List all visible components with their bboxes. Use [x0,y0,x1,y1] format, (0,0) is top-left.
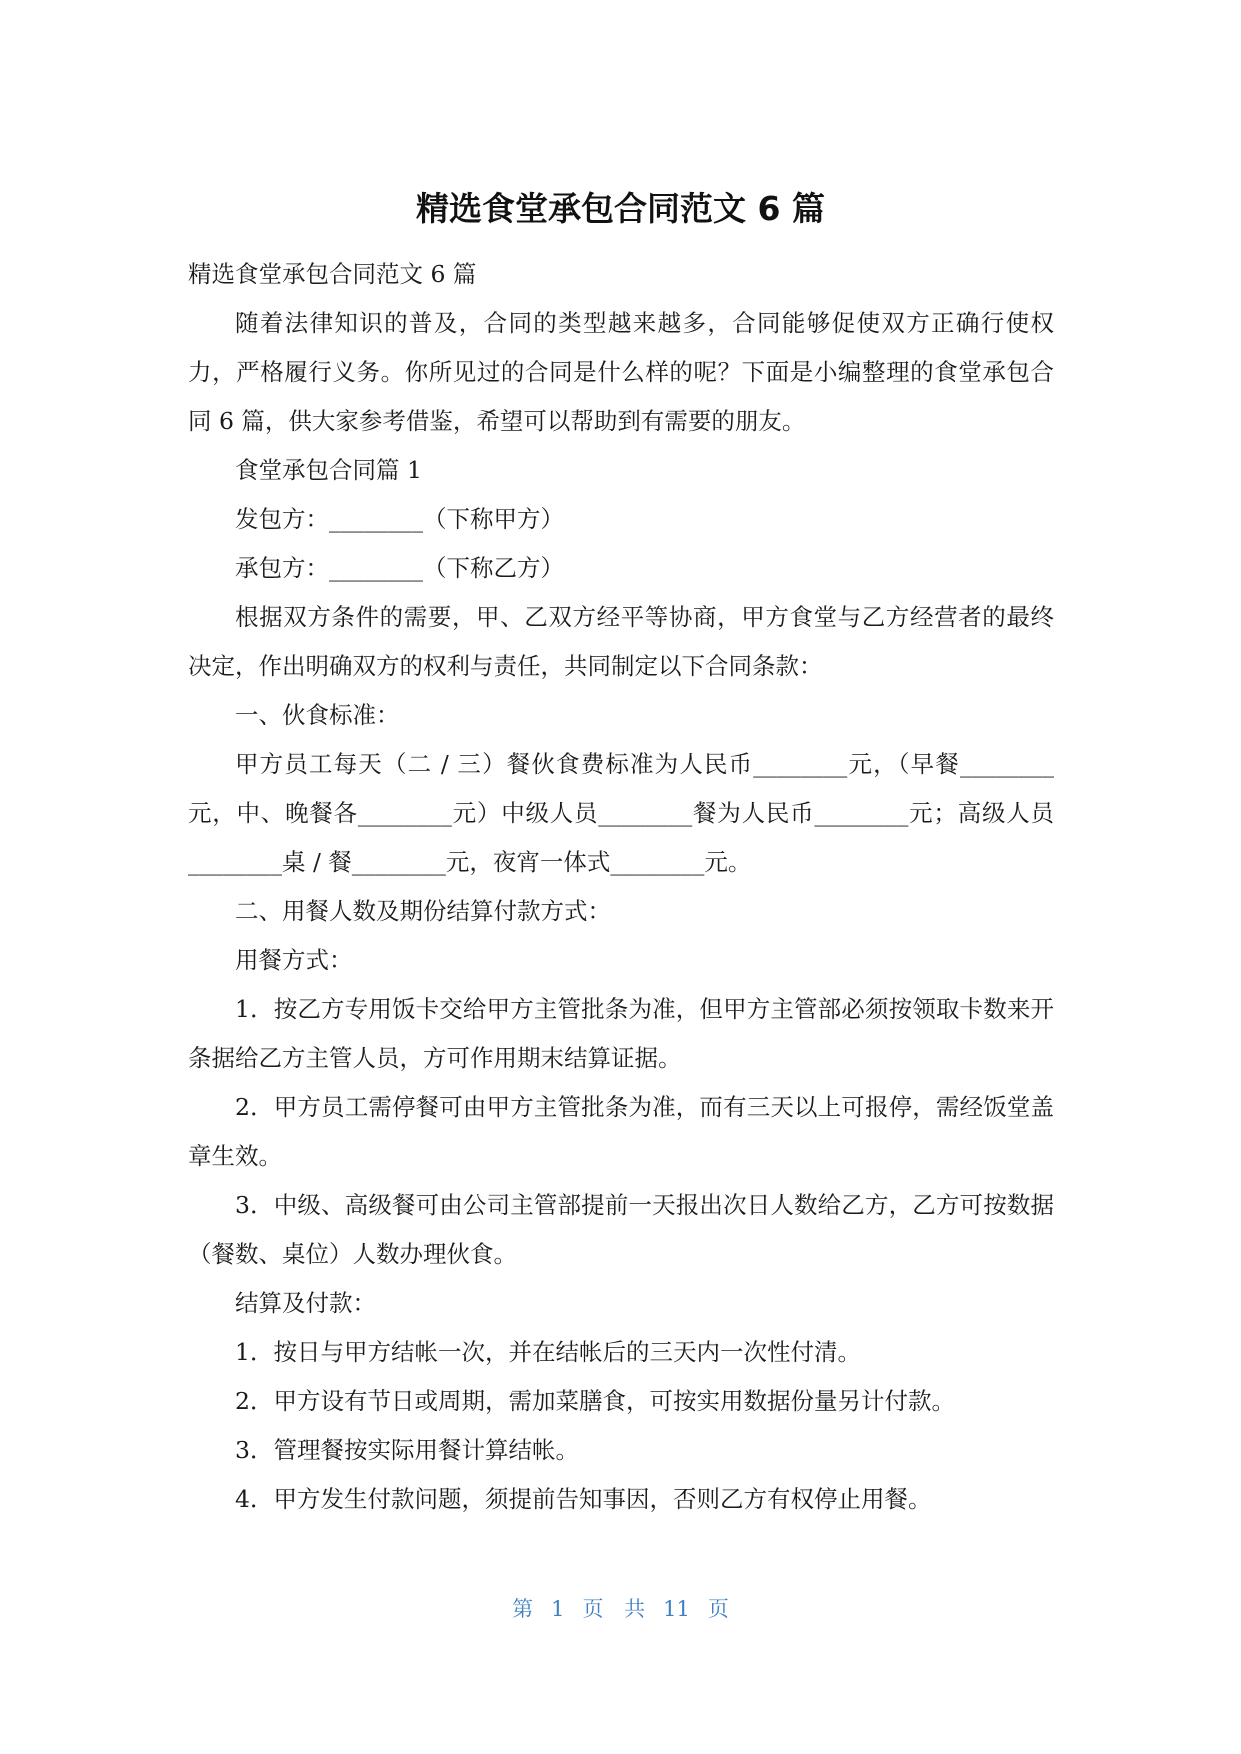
footer-page-number: 1 [551,1597,565,1621]
clause-heading: 二、用餐人数及期份结算付款方式： [235,897,611,925]
list-item: 1．按乙方专用饭卡交给甲方主管批条为准，但甲方主管部必须按领取卡数来开条据给乙方主管人员，方可作用期末结算证据。 [188,995,1054,1072]
list-item: 3．中级、高级餐可由公司主管部提前一天报出次日人数给乙方，乙方可按数据（餐数、桌位）人数办理伙食。 [188,1191,1054,1268]
list-item: 3．管理餐按实际用餐计算结帐。 [235,1436,579,1464]
page-footer [0,1594,1241,1624]
list-item: 4．甲方发生付款问题，须提前告知事因，否则乙方有权停止用餐。 [235,1485,932,1513]
footer-suffix: 页 [707,1597,729,1621]
sub-heading: 结算及付款： [235,1289,376,1317]
clause-heading: 一、伙食标准： [235,701,400,729]
list-item: 2．甲方员工需停餐可由甲方主管批条为准，而有三天以上可报停，需经饭堂盖章生效。 [188,1093,1054,1170]
section-heading: 食堂承包合同篇 1 [235,456,422,484]
meal-standard-paragraph: 甲方员工每天（二 / 三）餐伙食费标准为人民币________元，（早餐________元，中、晚餐各________元）中级人员________餐为人民币________元；高级人员________桌 / 餐________元，夜宵一体式________元。 [188,750,1054,876]
document-title: 精选食堂承包合同范文 6 篇 [416,189,825,228]
sub-heading: 用餐方式： [235,946,353,974]
intro-paragraph: 随着法律知识的普及，合同的类型越来越多，合同能够促使双方正确行使权力，严格履行义务。你所见过的合同是什么样的呢？下面是小编整理的食堂承包合同 6 篇，供大家参考借鉴，希望可以帮助到有需要的朋友。 [188,309,1054,435]
footer-total-pages: 11 [663,1597,690,1621]
footer-middle: 页 共 [582,1597,646,1621]
document-body [188,250,1054,1524]
list-item: 2．甲方设有节日或周期，需加菜膳食，可按实用数据份量另计付款。 [235,1387,955,1415]
party-a-line: 发包方：________（下称甲方） [235,505,564,533]
footer-prefix: 第 [512,1597,534,1621]
party-b-line: 承包方：________（下称乙方） [235,554,564,582]
preamble-paragraph: 根据双方条件的需要，甲、乙双方经平等协商，甲方食堂与乙方经营者的最终决定，作出明确双方的权利与责任，共同制定以下合同条款： [188,603,1054,680]
document-subtitle: 精选食堂承包合同范文 6 篇 [188,260,477,288]
list-item: 1．按日与甲方结帐一次，并在结帐后的三天内一次性付清。 [235,1338,861,1366]
